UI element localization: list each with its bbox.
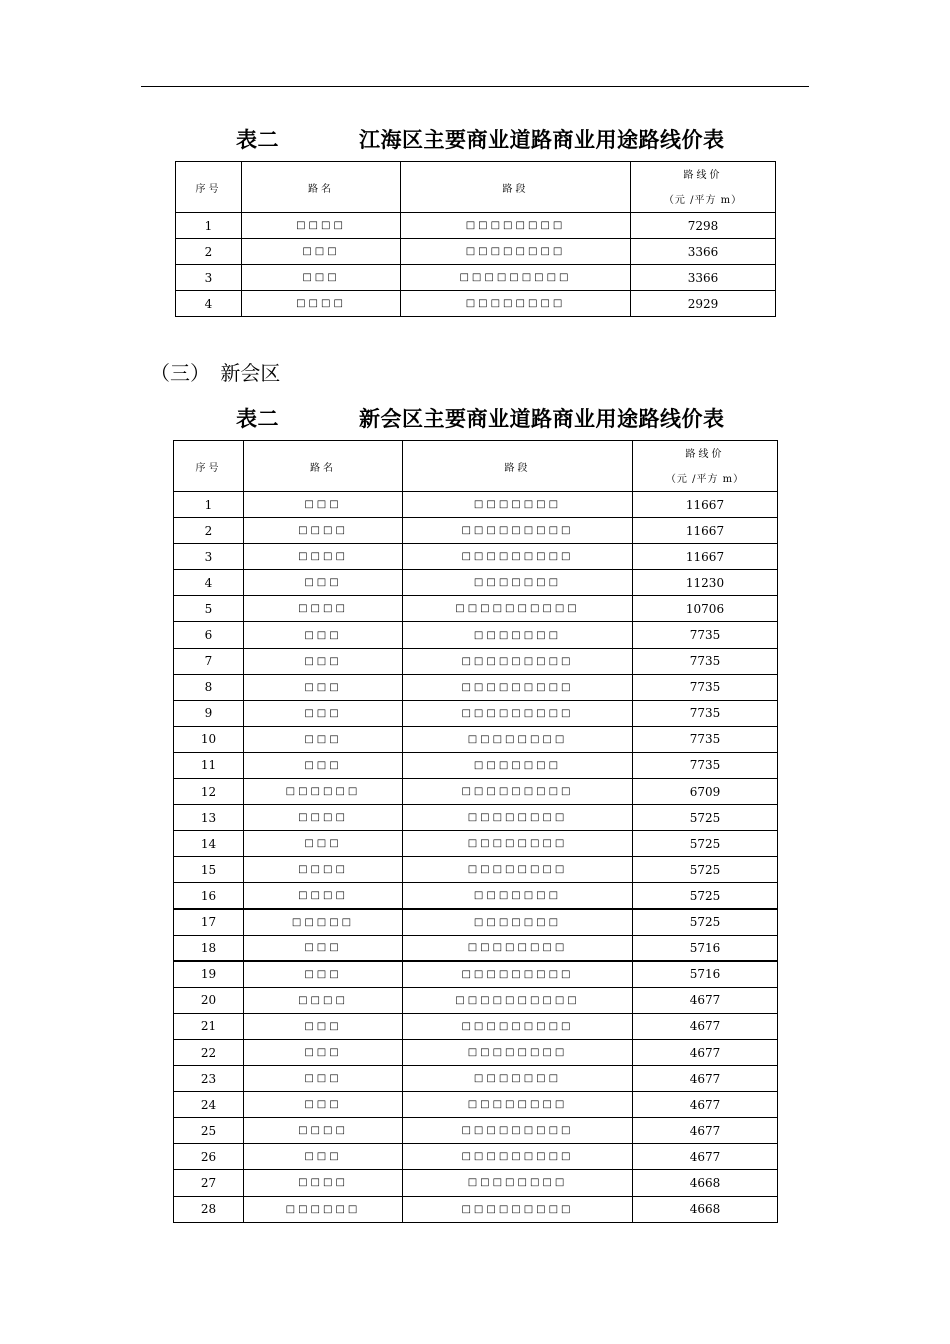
road-section: □□□□□□□□□□	[403, 987, 633, 1013]
row-number: 2	[176, 239, 242, 265]
table1-header-price-unit: （元 /平方 m）	[663, 195, 743, 206]
table-row	[174, 831, 778, 857]
table-row	[174, 492, 778, 518]
table1-header-price	[631, 162, 776, 213]
road-name: □□□□□□	[244, 779, 403, 805]
route-price: 5725	[633, 883, 778, 909]
road-section: □□□□□□□	[403, 1066, 633, 1092]
route-price: 4677	[633, 987, 778, 1013]
route-price: 5716	[633, 961, 778, 987]
table1-header-no: 序号	[176, 162, 242, 213]
table2-header-price	[633, 441, 778, 492]
road-section: □□□□□□□□	[401, 239, 631, 265]
route-price: 7735	[633, 700, 778, 726]
road-section: □□□□□□□□	[403, 726, 633, 752]
row-number: 27	[174, 1170, 244, 1196]
road-section: □□□□□□□□	[403, 1092, 633, 1118]
table-row	[174, 1066, 778, 1092]
road-name: □□□	[244, 492, 403, 518]
row-number: 25	[174, 1118, 244, 1144]
road-name: □□□	[244, 1144, 403, 1170]
table-row	[174, 544, 778, 570]
table-row	[174, 700, 778, 726]
route-price: 5725	[633, 909, 778, 935]
route-price: 5725	[633, 805, 778, 831]
table-row	[174, 752, 778, 778]
table-row	[174, 726, 778, 752]
road-section: □□□□□□□□□	[403, 518, 633, 544]
table-row	[174, 987, 778, 1013]
route-price: 11230	[633, 570, 778, 596]
road-section: □□□□□□□□	[401, 213, 631, 239]
road-section: □□□□□□□□□	[403, 674, 633, 700]
row-number: 2	[174, 518, 244, 544]
road-section: □□□□□□□□□	[403, 700, 633, 726]
road-name: □□□□	[244, 1118, 403, 1144]
road-section: □□□□□□□□□	[403, 961, 633, 987]
table-row	[174, 570, 778, 596]
road-name: □□□	[242, 239, 401, 265]
route-price: 7735	[633, 674, 778, 700]
table-row	[174, 779, 778, 805]
road-section: □□□□□□□□□	[403, 779, 633, 805]
route-price: 4677	[633, 1066, 778, 1092]
table1-header-name: 路名	[242, 162, 401, 213]
road-name: □□□	[244, 752, 403, 778]
road-section: □□□□□□□□	[403, 1170, 633, 1196]
row-number: 13	[174, 805, 244, 831]
row-number: 11	[174, 752, 244, 778]
road-name: □□□□	[244, 857, 403, 883]
route-price: 7298	[631, 213, 776, 239]
road-name: □□□	[244, 935, 403, 961]
row-number: 16	[174, 883, 244, 909]
table-row	[174, 596, 778, 622]
road-name: □□□	[244, 1092, 403, 1118]
row-number: 18	[174, 935, 244, 961]
road-section: □□□□□□□□	[403, 831, 633, 857]
table-row	[174, 1039, 778, 1065]
table-row	[174, 909, 778, 935]
route-price: 5725	[633, 857, 778, 883]
road-section: □□□□□□□□	[403, 805, 633, 831]
row-number: 3	[176, 265, 242, 291]
road-section: □□□□□□□□□	[403, 1144, 633, 1170]
route-price: 7735	[633, 726, 778, 752]
row-number: 6	[174, 622, 244, 648]
table-row	[174, 1013, 778, 1039]
table-row	[174, 622, 778, 648]
table-row	[174, 1144, 778, 1170]
route-price: 4668	[633, 1170, 778, 1196]
route-price: 7735	[633, 648, 778, 674]
road-name: □□□	[244, 1013, 403, 1039]
table-row	[174, 805, 778, 831]
road-section: □□□□□□□	[403, 883, 633, 909]
table-row	[174, 1170, 778, 1196]
table-row	[174, 935, 778, 961]
row-number: 8	[174, 674, 244, 700]
road-section: □□□□□□□□	[403, 1039, 633, 1065]
table-row	[174, 518, 778, 544]
route-price: 3366	[631, 239, 776, 265]
road-name: □□□	[244, 831, 403, 857]
section-name: 新会区	[220, 361, 281, 385]
row-number: 28	[174, 1196, 244, 1222]
road-section: □□□□□□□	[403, 492, 633, 518]
road-section: □□□□□□□□□	[403, 1118, 633, 1144]
table2	[173, 440, 778, 1223]
road-section: □□□□□□□□□	[401, 265, 631, 291]
row-number: 24	[174, 1092, 244, 1118]
table-row	[174, 961, 778, 987]
route-price: 11667	[633, 492, 778, 518]
road-section: □□□□□□□	[403, 909, 633, 935]
row-number: 14	[174, 831, 244, 857]
table-row	[174, 1118, 778, 1144]
road-name: □□□	[244, 570, 403, 596]
table-row	[176, 213, 776, 239]
road-section: □□□□□□□	[403, 622, 633, 648]
route-price: 7735	[633, 752, 778, 778]
road-section: □□□□□□□□□	[403, 648, 633, 674]
road-name: □□□	[242, 265, 401, 291]
row-number: 7	[174, 648, 244, 674]
road-name: □□□	[244, 961, 403, 987]
table2-header-price-unit: （元 /平方 m）	[665, 474, 745, 485]
table1-caption-label: 表二	[236, 128, 279, 152]
road-name: □□□	[244, 648, 403, 674]
road-name: □□□□	[244, 596, 403, 622]
route-price: 4677	[633, 1013, 778, 1039]
road-name: □□□□	[242, 291, 401, 317]
table2-header-name: 路名	[244, 441, 403, 492]
road-section: □□□□□□□□□	[403, 1013, 633, 1039]
road-name: □□□	[244, 700, 403, 726]
road-section: □□□□□□□□	[403, 935, 633, 961]
road-name: □□□□	[242, 213, 401, 239]
route-price: 11667	[633, 544, 778, 570]
route-price: 11667	[633, 518, 778, 544]
row-number: 22	[174, 1039, 244, 1065]
route-price: 5716	[633, 935, 778, 961]
section-heading	[150, 357, 280, 386]
table1-header-range: 路段	[401, 162, 631, 213]
road-section: □□□□□□□□□□	[403, 596, 633, 622]
road-name: □□□□□	[244, 909, 403, 935]
row-number: 20	[174, 987, 244, 1013]
table-row	[174, 857, 778, 883]
road-name: □□□□	[244, 544, 403, 570]
road-name: □□□□	[244, 987, 403, 1013]
row-number: 19	[174, 961, 244, 987]
table2-caption-title: 新会区主要商业道路商业用途路线价表	[359, 407, 725, 431]
row-number: 17	[174, 909, 244, 935]
table2-header-price-label: 路线价	[685, 449, 725, 460]
route-price: 10706	[633, 596, 778, 622]
road-section: □□□□□□□	[403, 752, 633, 778]
row-number: 21	[174, 1013, 244, 1039]
road-name: □□□□	[244, 518, 403, 544]
row-number: 23	[174, 1066, 244, 1092]
route-price: 4677	[633, 1092, 778, 1118]
row-number: 1	[176, 213, 242, 239]
road-section: □□□□□□□□□	[403, 544, 633, 570]
road-name: □□□	[244, 1039, 403, 1065]
road-section: □□□□□□□□□	[403, 1196, 633, 1222]
route-price: 4677	[633, 1039, 778, 1065]
row-number: 1	[174, 492, 244, 518]
table1-caption-title: 江海区主要商业道路商业用途路线价表	[359, 128, 725, 152]
table2-header-range: 路段	[403, 441, 633, 492]
row-number: 4	[174, 570, 244, 596]
table-row	[176, 239, 776, 265]
route-price: 4677	[633, 1118, 778, 1144]
row-number: 26	[174, 1144, 244, 1170]
road-name: □□□	[244, 622, 403, 648]
route-price: 7735	[633, 622, 778, 648]
row-number: 4	[176, 291, 242, 317]
road-name: □□□	[244, 726, 403, 752]
table-row	[176, 291, 776, 317]
route-price: 2929	[631, 291, 776, 317]
road-name: □□□	[244, 674, 403, 700]
road-name: □□□□	[244, 1170, 403, 1196]
table-row	[174, 648, 778, 674]
table2-caption-label: 表二	[236, 407, 279, 431]
row-number: 3	[174, 544, 244, 570]
road-name: □□□	[244, 1066, 403, 1092]
table-row	[174, 1196, 778, 1222]
route-price: 3366	[631, 265, 776, 291]
road-name: □□□□□□	[244, 1196, 403, 1222]
row-number: 5	[174, 596, 244, 622]
table-row	[174, 1092, 778, 1118]
table1-header-row	[176, 162, 776, 213]
row-number: 12	[174, 779, 244, 805]
road-section: □□□□□□□□	[403, 857, 633, 883]
table-row	[176, 265, 776, 291]
route-price: 5725	[633, 831, 778, 857]
header-rule	[141, 86, 809, 87]
route-price: 4668	[633, 1196, 778, 1222]
row-number: 10	[174, 726, 244, 752]
table2-header-no: 序号	[174, 441, 244, 492]
table-row	[174, 883, 778, 909]
table2-header-row	[174, 441, 778, 492]
row-number: 9	[174, 700, 244, 726]
section-label: （三）	[150, 361, 210, 385]
road-section: □□□□□□□	[403, 570, 633, 596]
table1	[175, 161, 776, 317]
route-price: 6709	[633, 779, 778, 805]
road-section: □□□□□□□□	[401, 291, 631, 317]
road-name: □□□□	[244, 805, 403, 831]
road-name: □□□□	[244, 883, 403, 909]
table-row	[174, 674, 778, 700]
row-number: 15	[174, 857, 244, 883]
table1-header-price-label: 路线价	[683, 170, 723, 181]
route-price: 4677	[633, 1144, 778, 1170]
